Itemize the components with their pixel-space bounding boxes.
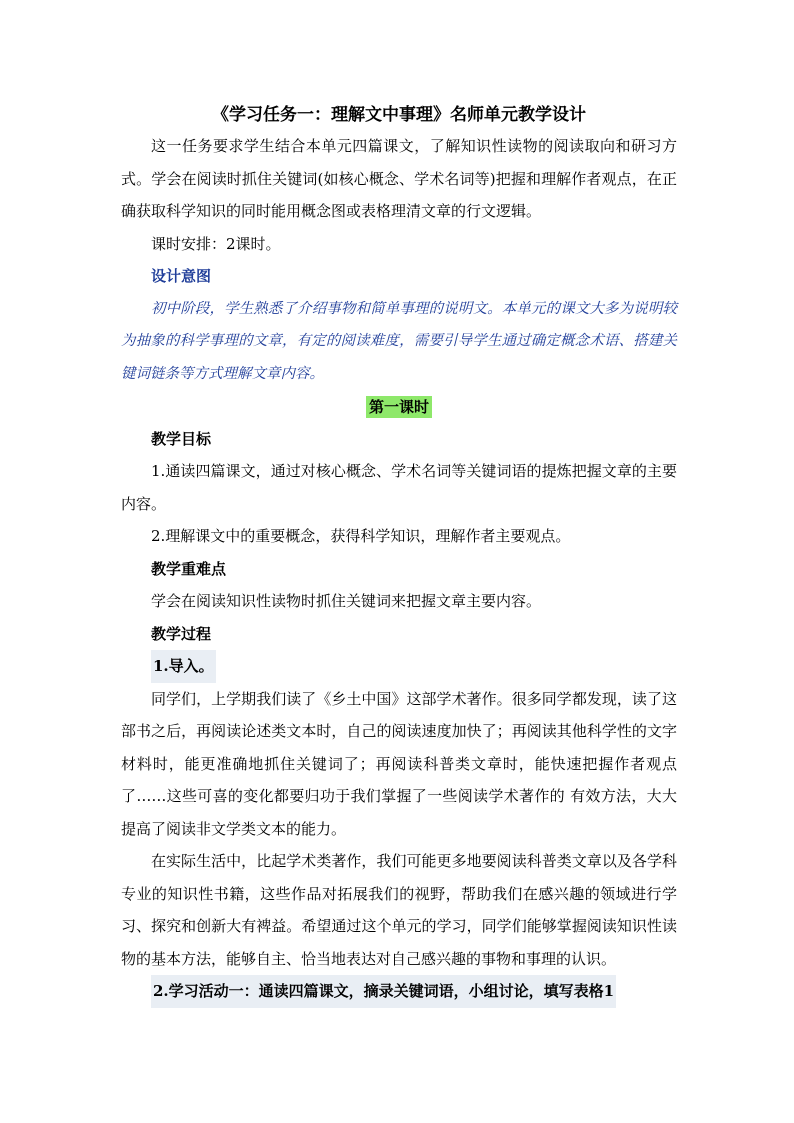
- step-2-row: [121, 975, 677, 1008]
- lesson-label: 第一课时: [366, 396, 432, 418]
- step-1-heading: 1.导入。: [151, 650, 216, 683]
- process-heading: 教学过程: [151, 624, 212, 643]
- objective-2: 2.理解课文中的重要概念，获得科学知识，理解作者主要观点。: [151, 527, 571, 545]
- step-1-paragraph-2: 在实际生活中，比起学术类著作，我们可能更多地要阅读科普类文章以及各学科专业的知识性书籍，这些作品对拓展我们的视野，帮助我们在感兴趣的领域进行学习、探究和创新大有裨益。希望通过这个单元的学习，同学们能够掌握阅读知识性读物的基本方法，能够自主、恰当地表达对自己感兴趣的事物和事理的认识。: [121, 852, 677, 968]
- objectives-heading: 教学目标: [151, 429, 212, 448]
- document-title: 《学习任务一：理解文中事理》名师单元教学设计: [212, 105, 586, 125]
- objective-1: 1.通读四篇课文，通过对核心概念、学术名词等关键词语的提炼把握文章的主要内容。: [121, 462, 677, 513]
- document-body: [121, 102, 677, 1008]
- design-intent-heading: 设计意图: [151, 267, 212, 285]
- step-2-heading: 2.学习活动一：通读四篇课文，摘录关键词语，小组讨论，填写表格1: [151, 975, 616, 1008]
- design-intent-text: 初中阶段，学生熟悉了介绍事物和简单事理的说明文。本单元的课文大多为说明较为抽象的科学事理的文章，有定的阅读难度，需要引导学生通过确定概念术语、搭建关键词链条等方式理解文章内容。: [121, 300, 677, 382]
- step-1-row: [121, 650, 677, 683]
- step-1-paragraph-1: 同学们，上学期我们读了《乡土中国》这部学术著作。很多同学都发现，读了这部书之后，再阅读论述类文本时，自己的阅读速度加快了；再阅读其他科学性的文字材料时，能更准确地抓住关键词了；再阅读科普类文章时，能快速把握作者观点了……这些可喜的变化都要归功于我们掌握了一些阅读学术著作的 有效方法，大大提高了阅读非文学类文本的能力。: [121, 689, 677, 838]
- lesson-label-row: [121, 390, 677, 423]
- difficulty-text: 学会在阅读知识性读物时抓住关键词来把握文章主要内容。: [151, 592, 542, 610]
- intro-paragraph: 这一任务要求学生结合本单元四篇课文，了解知识性读物的阅读取向和研习方式。学会在阅读时抓住关键词(如核心概念、学术名词等)把握和理解作者观点，在正确获取科学知识的同时能用概念图或表格理清文章的行文逻辑。: [121, 137, 677, 220]
- schedule-line: 课时安排：2课时。: [151, 234, 281, 253]
- difficulty-heading: 教学重难点: [151, 559, 227, 578]
